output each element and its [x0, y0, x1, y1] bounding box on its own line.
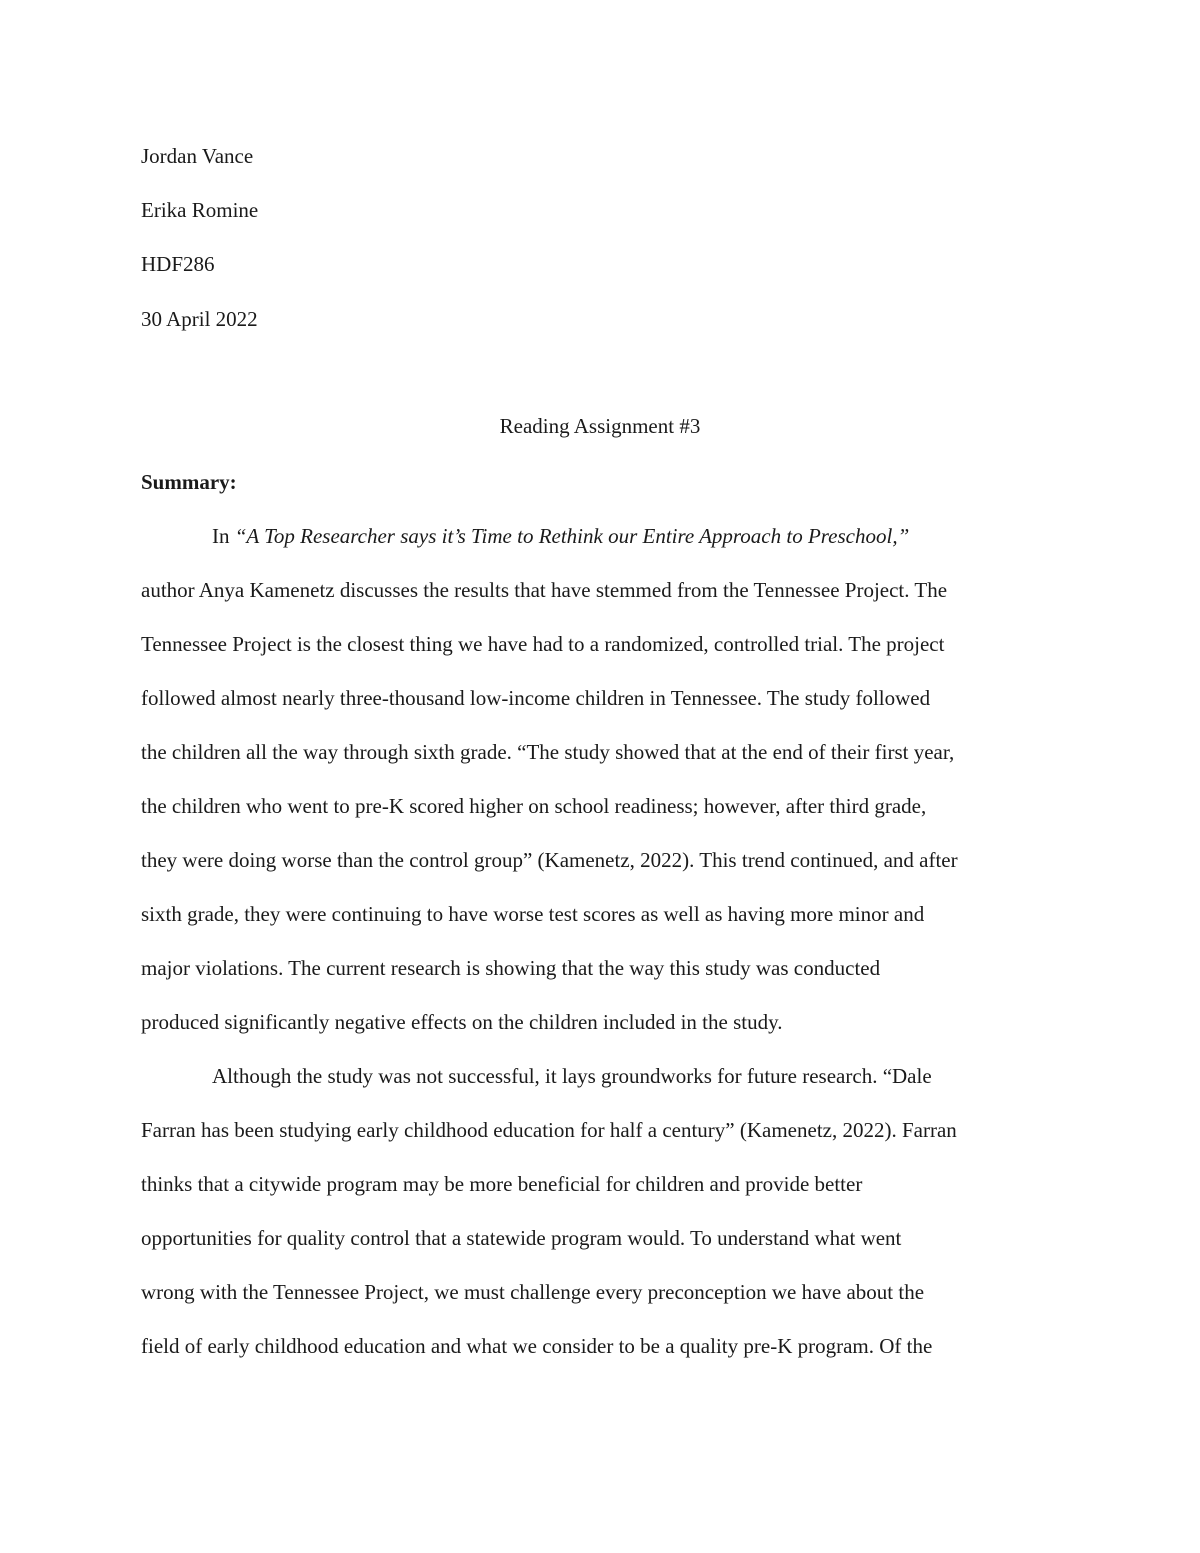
paragraph-1-intro: In	[212, 524, 235, 548]
paragraph-2-line: wrong with the Tennessee Project, we must challenge every preconception we have about the	[141, 1280, 925, 1304]
document-title: Reading Assignment #3	[499, 414, 701, 438]
paragraph-2-line: field of early childhood education and what we consider to be a quality pre-K program. Of the	[141, 1334, 933, 1358]
paragraph-1-line: followed almost nearly three-thousand low-income children in Tennessee. The study followed	[141, 686, 931, 710]
paragraph-1-line: author Anya Kamenetz discusses the results that have stemmed from the Tennessee Project. The	[141, 578, 948, 602]
assignment-date: 30 April 2022	[141, 307, 258, 331]
paragraph-1-line: produced significantly negative effects on the children included in the study.	[141, 1010, 783, 1034]
course-code: HDF286	[141, 252, 215, 276]
paragraph-1-line: sixth grade, they were continuing to have worse test scores as well as having more minor and	[141, 902, 925, 926]
paragraph-1-line: major violations. The current research is showing that the way this study was conducted	[141, 956, 881, 980]
paragraph-2-first-line: Although the study was not successful, it lays groundworks for future research. “Dale	[212, 1064, 932, 1088]
paragraph-1-first-line	[212, 523, 909, 549]
paragraph-1-line: the children who went to pre-K scored higher on school readiness; however, after third grade,	[141, 794, 927, 818]
paragraph-2-line: Farran has been studying early childhood education for half a century” (Kamenetz, 2022). Farran	[141, 1118, 957, 1142]
student-name: Jordan Vance	[141, 144, 254, 168]
paragraph-1-line: they were doing worse than the control group” (Kamenetz, 2022). This trend continued, and after	[141, 848, 958, 872]
paragraph-1-line: Tennessee Project is the closest thing we have had to a randomized, controlled trial. The project	[141, 632, 945, 656]
paragraph-2-line: thinks that a citywide program may be more beneficial for children and provide better	[141, 1172, 863, 1196]
paragraph-2-line: opportunities for quality control that a statewide program would. To understand what went	[141, 1226, 902, 1250]
article-title-citation: “A Top Researcher says it’s Time to Rethink our Entire Approach to Preschool,”	[234, 524, 910, 548]
paragraph-1-line: the children all the way through sixth grade. “The study showed that at the end of their first year,	[141, 740, 955, 764]
summary-heading: Summary:	[141, 470, 237, 494]
instructor-name: Erika Romine	[141, 198, 259, 222]
